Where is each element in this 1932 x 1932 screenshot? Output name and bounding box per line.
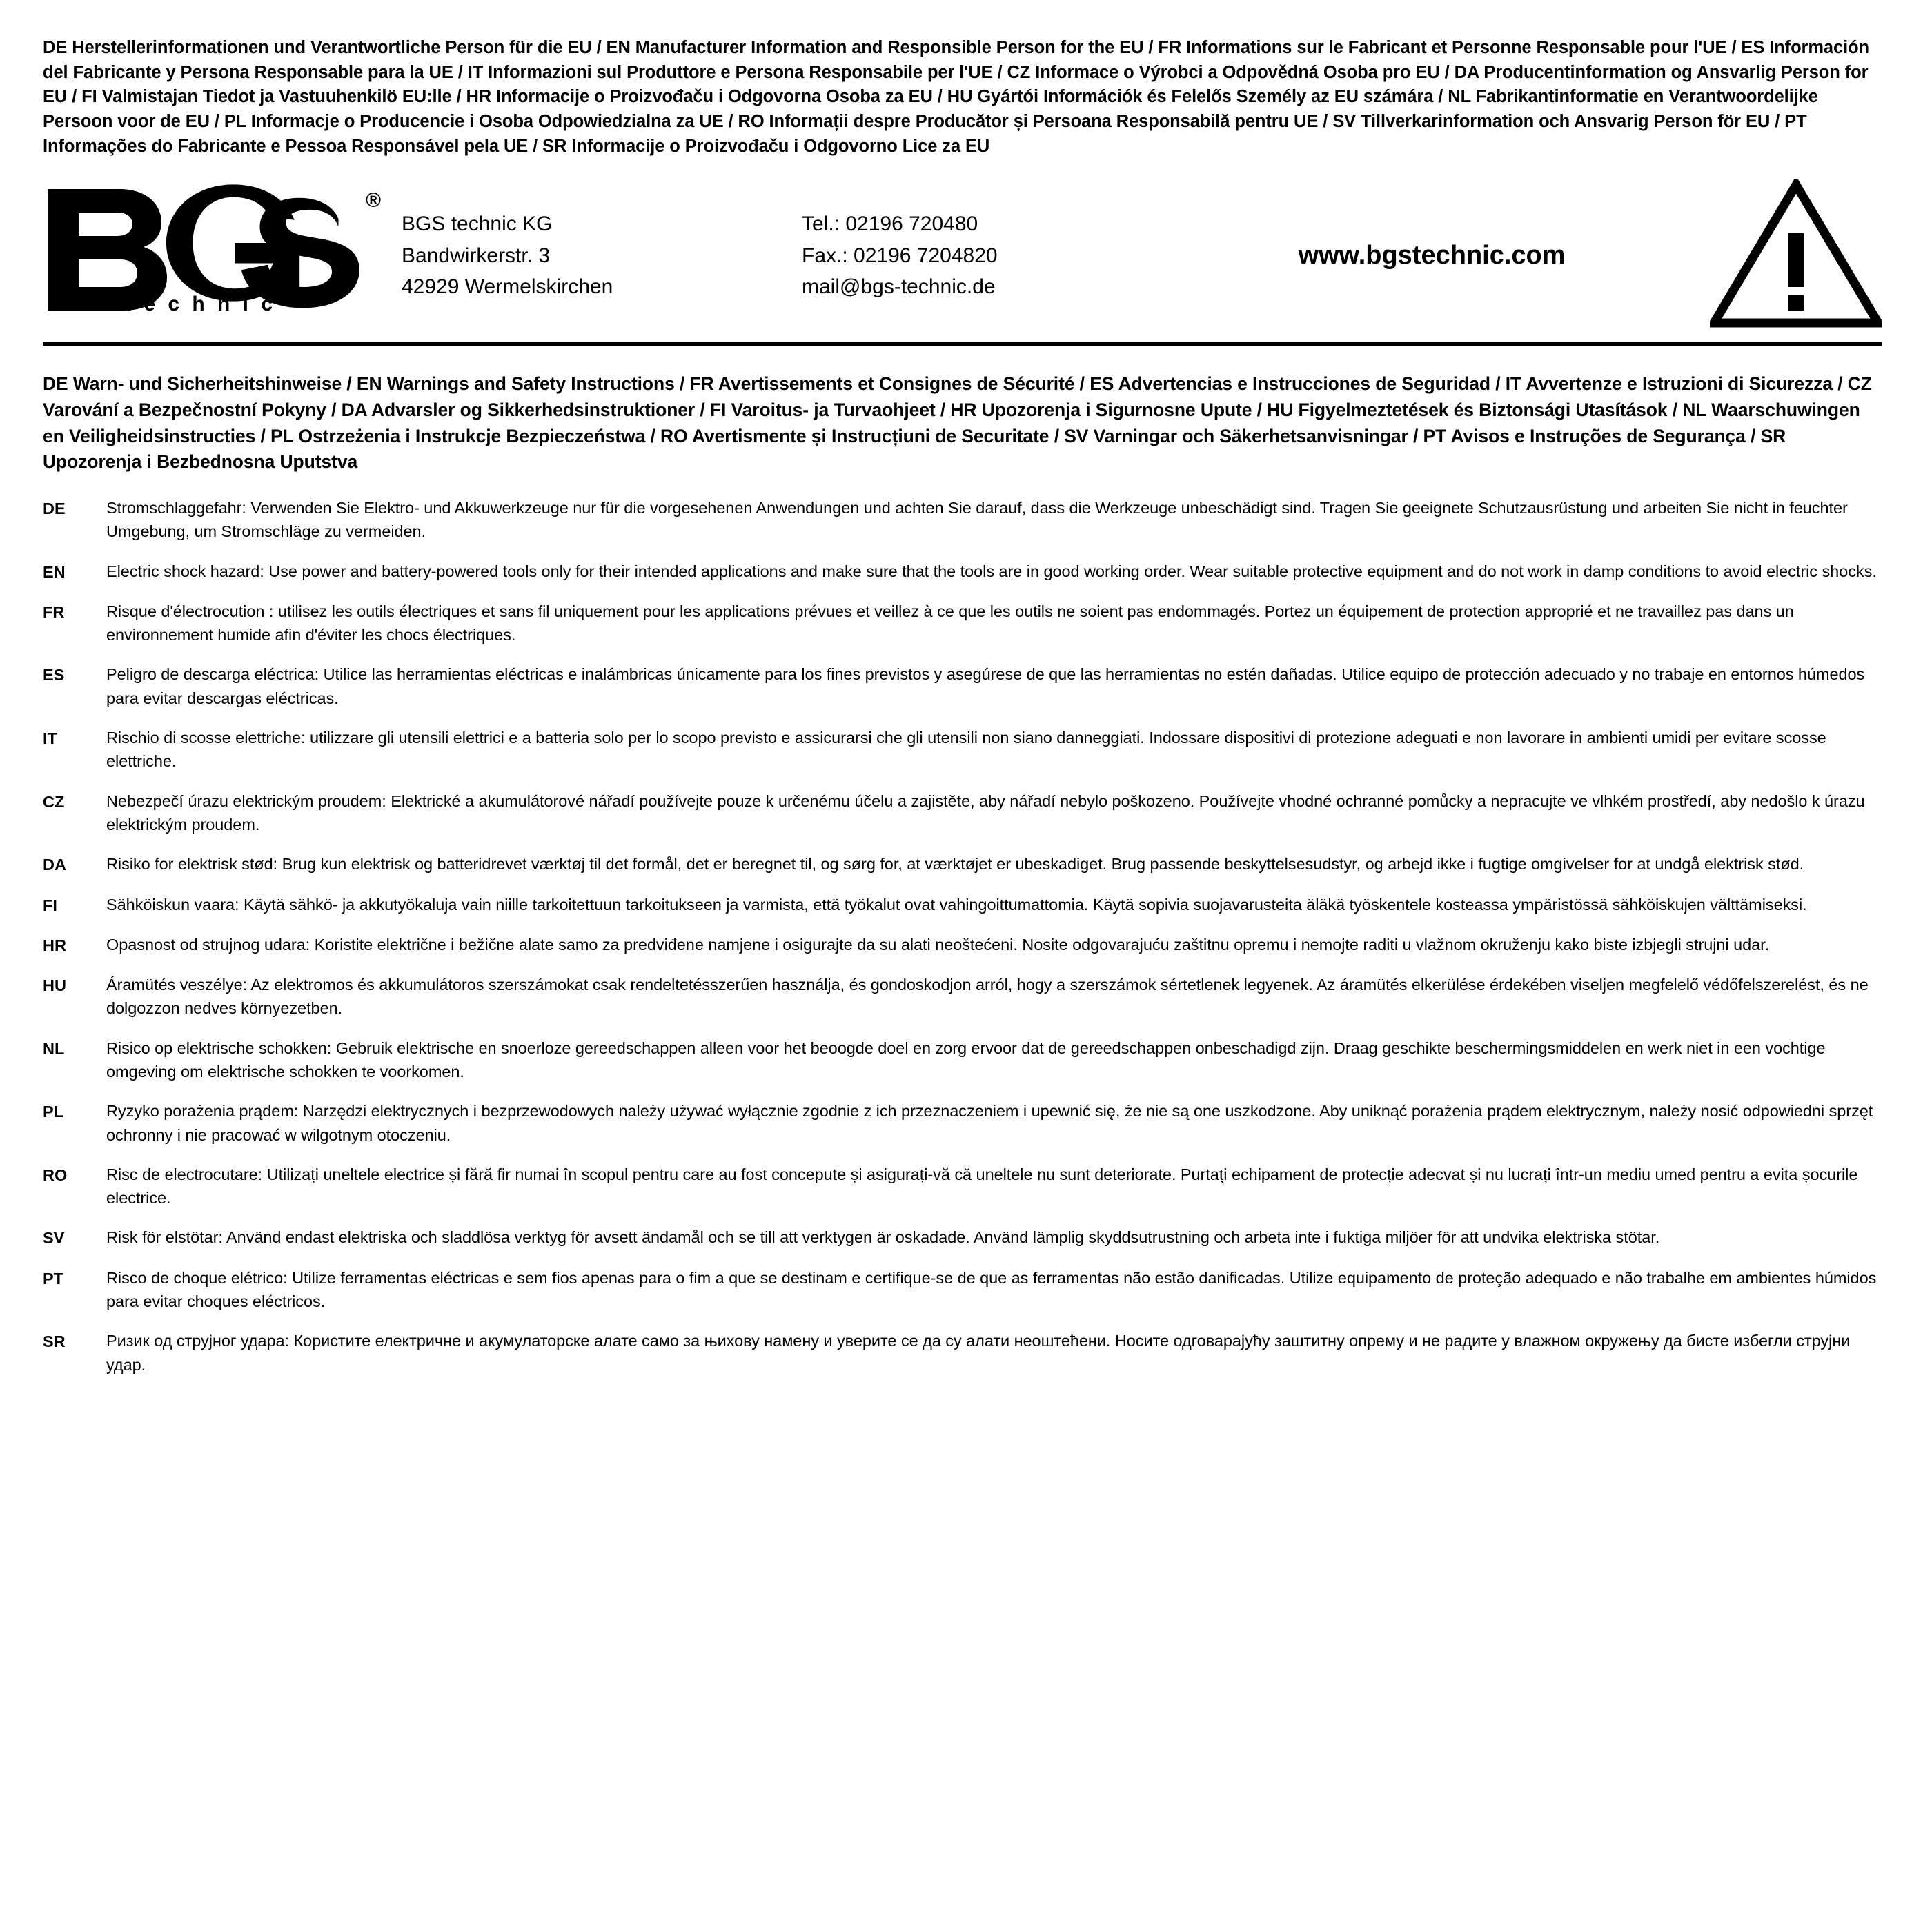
- language-code: NL: [43, 1039, 65, 1058]
- list-item: [43, 1225, 1882, 1250]
- list-item: [43, 726, 1882, 773]
- language-text: Stromschlaggefahr: Verwenden Sie Elektro- und Akkuwerkzeuge nur für die vorgesehenen Anwendungen und achten Sie darauf, dass die Werkzeuge unbeschädigt sind. Tragen Sie geeignete Schutzausrüstung und arbeiten Sie nicht in feuchter Umgebung, um Stromschläge zu vermeiden.: [106, 498, 1848, 541]
- language-text: Ризик од струјног удара: Користите електричне и акумулаторске алате само за њихову намену и уверите се да су алати неоштећени. Носите одговарајућу заштитну опрему и не радите у влажном окружењу да бисте избегли струјни удар.: [106, 1332, 1851, 1374]
- bgs-logo: [43, 179, 402, 328]
- language-code: SV: [43, 1229, 65, 1248]
- language-code: PL: [43, 1103, 64, 1121]
- list-item: [43, 789, 1882, 837]
- language-code: PT: [43, 1269, 64, 1288]
- language-text: Risico op elektrische schokken: Gebruik elektrische en snoerloze gereedschappen alleen voor het beoogde doel en zorg ervoor dat de gereedschappen onbeschadigd zijn. Draag geschikte beschermingsmiddelen en werk niet in een vochtige omgeving om elektrische schokken te voorkomen.: [106, 1038, 1826, 1081]
- company-city: 42929 Wermelskirchen: [402, 275, 613, 299]
- company-contact-band: [43, 174, 1882, 346]
- language-text: Electric shock hazard: Use power and battery-powered tools only for their intended applications and make sure that the tools are in good working order. Wear suitable protective equipment and do not work in damp conditions to avoid electric shocks.: [106, 562, 1877, 580]
- language-text: Rischio di scosse elettriche: utilizzare gli utensili elettrici e a batteria solo per lo scopo previsto e assicurarsi che gli utensili non siano danneggiati. Indossare dispositivi di protezione adeguati e non lavorare in ambienti umidi per evitare scosse elettriche.: [106, 729, 1826, 771]
- list-item: [43, 933, 1882, 957]
- language-text: Sähköiskun vaara: Käytä sähkö- ja akkutyökaluja vain niille tarkoitettuun tarkoitukseen ja varmista, että työkalut ovat vahingoittumattomia. Käytä sopivia suojavarusteita äläkä työskentele kosteassa ympäristössä sähköiskujen välttämiseksi.: [106, 895, 1807, 914]
- language-code: SR: [43, 1332, 66, 1351]
- language-code: EN: [43, 562, 66, 581]
- warnings-heading: DE Warn- und Sicherheitshinweise / EN Warnings and Safety Instructions / FR Avertissements et Consignes de Sécurité / ES Advertencias e Instrucciones de Seguridad / IT Avvertenze e Istruzioni di Sicurezza / CZ Varování a Bezpečnostní Pokyny / DA Advarsler og Sikkerhedsinstruktioner / FI Varoitus- ja Turvaohjeet / HR Upozorenja i Sigurnosne Upute / HU Figyelmeztetések és Biztonsági Utasítások / NL Waarschuwingen en Veiligheidsinstructies / PL Ostrzeżenia i Instrukcje Bezpieczeństwa / RO Avertismente și Instrucțiuni de Securitate / SV Varningar och Säkerhetsanvisningar / PT Avisos e Instruções de Segurança / SR Upozorenja i Bezbednosna Uputstva: [43, 373, 1872, 473]
- language-code: FR: [43, 602, 65, 621]
- language-code: ES: [43, 666, 65, 684]
- language-code: HU: [43, 976, 66, 995]
- language-code: DE: [43, 499, 66, 518]
- company-contact: [802, 204, 1188, 303]
- language-code: IT: [43, 729, 57, 748]
- company-address: [402, 204, 802, 303]
- warning-triangle-icon: [1675, 179, 1882, 328]
- svg-text:t e c h n i c: t e c h n i c: [124, 292, 277, 315]
- list-item: [43, 1163, 1882, 1210]
- svg-text:®: ®: [366, 188, 382, 212]
- language-text: Risk för elstötar: Använd endast elektriska och sladdlösa verktyg för avsett ändamål och se till att verktygen är oskadade. Använd lämplig skyddsutrustning och arbeta inte i fuktiga miljöer för att undvika elektriska stötar.: [106, 1228, 1660, 1247]
- language-text: Ryzyko porażenia prądem: Narzędzi elektrycznych i bezprzewodowych należy używać wyłącznie zgodnie z ich przeznaczeniem i upewnić się, że nie są one uszkodzone. Aby uniknąć porażenia prądem elektrycznym, należy nosić odpowiedni sprzęt ochronny i nie pracować w wilgotnym otoczeniu.: [106, 1102, 1873, 1144]
- list-item: [43, 893, 1882, 917]
- language-text: Áramütés veszélye: Az elektromos és akkumulátoros szerszámokat csak rendeltetésszerűen használja, és gondoskodjon arról, hogy a szerszámok sértetlenek legyenek. Az áramütés elkerülése érdekében viseljen megfelelő védőfelszerelést, és ne dolgozzon nedves környezetben.: [106, 976, 1869, 1018]
- company-website[interactable]: www.bgstechnic.com: [1298, 240, 1566, 270]
- language-text: Opasnost od strujnog udara: Koristite električne i bežične alate samo za predviđene namjene i osigurajte da su alati neoštećeni. Nosite odgovarajuću zaštitnu opremu i nemojte raditi u vlažnom okruženju kako biste izbjegli strujni udar.: [106, 935, 1770, 954]
- list-item: [43, 852, 1882, 876]
- list-item: [43, 1329, 1882, 1377]
- instructions-list: [43, 496, 1882, 1377]
- warning-triangle-graphic: [1710, 179, 1882, 328]
- list-item: [43, 496, 1882, 544]
- bgs-logo-graphic: [43, 179, 388, 317]
- language-code: HR: [43, 936, 66, 954]
- language-code: CZ: [43, 792, 65, 811]
- language-text: Peligro de descarga eléctrica: Utilice las herramientas eléctricas e inalámbricas únicamente para los fines previstos y asegúrese de que las herramientas no estén dañadas. Utilice equipo de protección adecuado y no trabaje en entornos húmedos para evitar descargas eléctricas.: [106, 665, 1865, 707]
- list-item: [43, 1266, 1882, 1314]
- list-item: [43, 662, 1882, 710]
- list-item: [43, 1036, 1882, 1084]
- language-text: Nebezpečí úrazu elektrickým proudem: Elektrické a akumulátorové nářadí používejte pouze k určenému účelu a zajistěte, aby nářadí nebylo poškozeno. Používejte vhodné ochranné pomůcky a nepracujte ve vlhkém prostředí, aby nedošlo k úrazu elektrickým proudem.: [106, 791, 1865, 834]
- language-text: Risiko for elektrisk stød: Brug kun elektrisk og batteridrevet værktøj til det formål, det er beregnet til, og sørg for, at værktøjet er ubeskadiget. Brug passende beskyttelsesudstyr, og arbejd ikke i fugtige omgivelser for at undgå elektrisk stød.: [106, 855, 1804, 874]
- company-name: BGS technic KG: [402, 213, 553, 236]
- language-text: Risco de choque elétrico: Utilize ferramentas eléctricas e sem fios apenas para o fim a que se destinam e certifique-se de que as ferramentas não estão danificadas. Utilize equipamento de proteção adequado e não trabalhe em ambientes húmidos para evitar choques eléctricos.: [106, 1268, 1877, 1311]
- list-item: [43, 973, 1882, 1021]
- company-email[interactable]: mail@bgs-technic.de: [802, 275, 996, 299]
- list-item: [43, 1099, 1882, 1147]
- manufacturer-info-heading: DE Herstellerinformationen und Verantwortliche Person für die EU / EN Manufacturer Information and Responsible Person for the EU / FR Informations sur le Fabricant et Personne Responsable pour l'UE / ES Información del Fabricante y Persona Responsable para la UE / IT Informazioni sul Produttore e Persona Responsabile per l'UE / CZ Informace o Výrobci a Odpovědná Osoba pro EU / DA Producentinformation og Ansvarlig Person for EU / FI Valmistajan Tiedot ja Vastuuhenkilö EU:lle / HR Informacije o Proizvođaču i Odgovorna Osoba za EU / HU Gyártói Információk és Felelős Személy az EU számára / NL Fabrikantinformatie en Verantwoordelijke Persoon voor de EU / PL Informacje o Producencie i Osoba Odpowiedzialna za UE / RO Informații despre Producător și Persoana Responsabilă pentru UE / SV Tillverkarinformation och Ansvarig Person för EU / PT Informações do Fabricante e Pessoa Responsável pela UE / SR Informacije o Proizvođaču i Odgovorno Lice za EU: [43, 38, 1870, 156]
- language-code: DA: [43, 856, 66, 874]
- list-item: [43, 600, 1882, 647]
- language-text: Risc de electrocutare: Utilizați uneltele electrice și fără fir numai în scopul pentru care au fost concepute și asigurați-vă că uneltele nu sunt deteriorate. Purtați echipament de protecție adecvat și nu lucrați într-un mediu umed pentru a evita șocurile electrice.: [106, 1165, 1858, 1208]
- company-phone: Tel.: 02196 720480: [802, 213, 978, 236]
- language-text: Risque d'électrocution : utilisez les outils électriques et sans fil uniquement pour les applications prévues et veillez à ce que les outils ne soient pas endommagés. Portez un équipement de protection approprié et ne travaillez pas dans un environnement humide afin d'éviter les chocs électriques.: [106, 602, 1794, 644]
- language-code: FI: [43, 896, 57, 914]
- language-code: RO: [43, 1165, 68, 1184]
- list-item: [43, 560, 1882, 584]
- company-street: Bandwirkerstr. 3: [402, 244, 551, 267]
- company-fax: Fax.: 02196 7204820: [802, 244, 998, 267]
